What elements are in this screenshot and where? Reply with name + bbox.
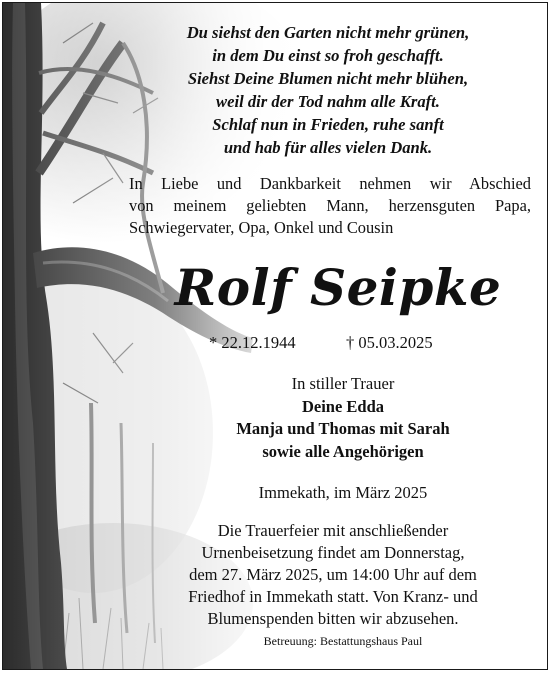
birth-date: * 22.12.1944 [209, 333, 296, 352]
mourners-heading: In stiller Trauer [291, 374, 395, 393]
mourner-name: Deine Edda [301, 396, 385, 416]
mourner-name: Manja und Thomas mit Sarah [236, 419, 450, 438]
funeral-line: Friedhof in Immekath statt. Von Kranz- und [188, 587, 478, 606]
funeral-line: Die Trauerfeier mit anschließender [217, 521, 449, 540]
mourners-block [153, 373, 533, 463]
poem-line: und hab für alles vielen Dank. [223, 138, 433, 157]
intro-line: In Liebe und Dankbarkeit nehmen wir Abschied [129, 174, 531, 193]
funeral-notice [128, 520, 538, 630]
death-date: † 05.03.2025 [346, 333, 433, 352]
farewell-intro [129, 173, 531, 239]
funeral-line: dem 27. März 2025, um 14:00 Uhr auf dem [189, 565, 477, 584]
obituary-card [2, 2, 548, 670]
deceased-name: Rolf Seipke [174, 258, 502, 317]
intro-line: Schwiegervater, Opa, Onkel und Cousin [129, 218, 394, 237]
poem-line: Du siehst den Garten nicht mehr grünen, [186, 23, 470, 42]
poem-line: Schlaf nun in Frieden, ruhe sanft [212, 115, 444, 134]
poem-line: weil dir der Tod nahm alle Kraft. [216, 92, 440, 111]
memorial-poem [153, 21, 503, 159]
mourner-name: sowie alle Angehörigen [262, 441, 424, 461]
obituary-content [3, 3, 547, 669]
funeral-line: Blumenspenden bitten wir abzusehen. [207, 609, 459, 628]
funeral-home-credit: Betreuung: Bestattungshaus Paul [263, 634, 423, 648]
funeral-line: Urnenbeisetzung findet am Donnerstag, [201, 543, 465, 562]
poem-line: in dem Du einst so froh geschafft. [212, 46, 444, 65]
intro-line: von meinem geliebten Mann, herzensguten Papa, [129, 196, 531, 215]
poem-line: Siehst Deine Blumen nicht mehr blühen, [187, 69, 469, 88]
place-and-date: Immekath, im März 2025 [258, 483, 428, 502]
